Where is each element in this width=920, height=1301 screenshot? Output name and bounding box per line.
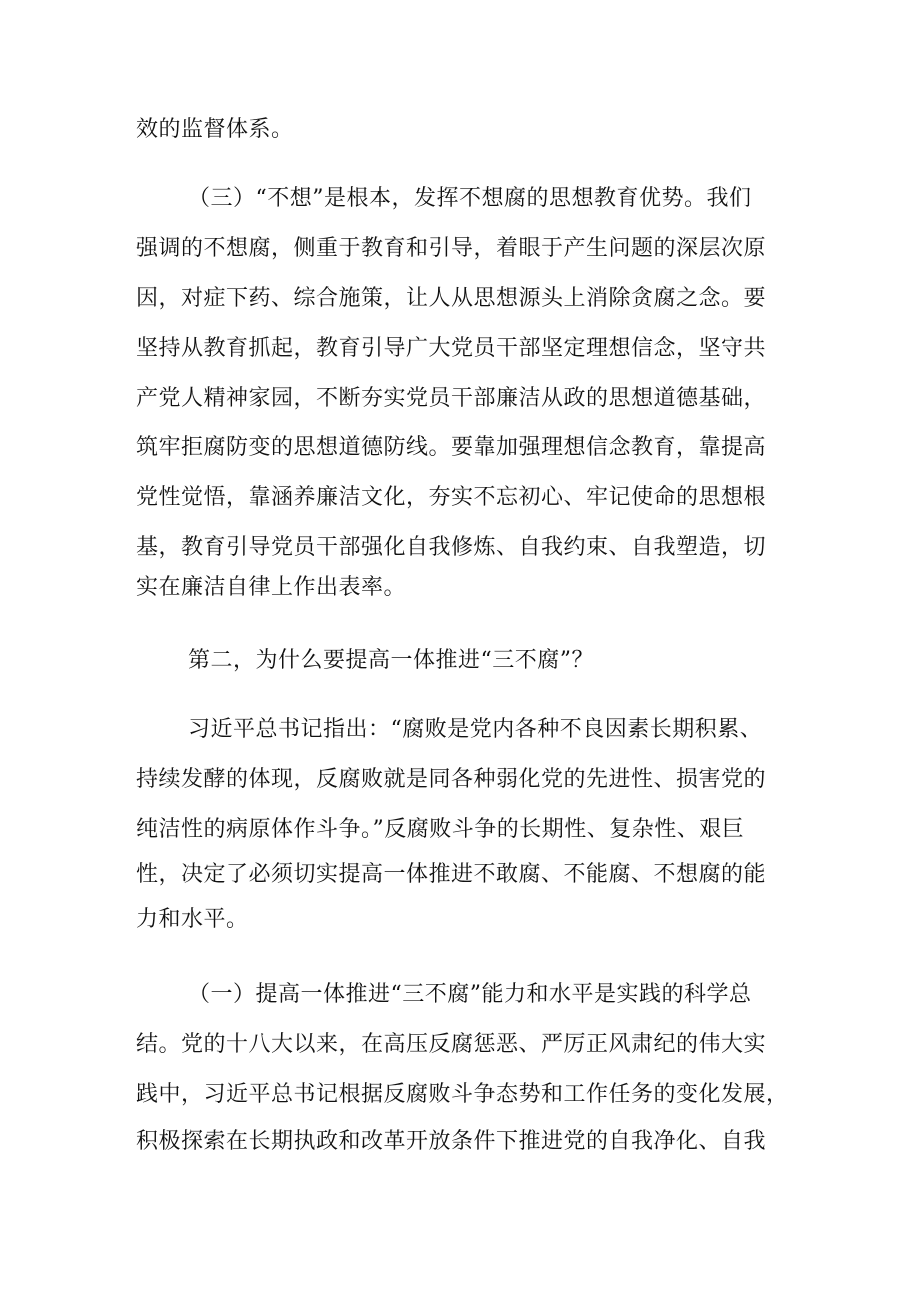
text-line-1: 效的监督体系。 [136,117,294,142]
text-line-18: 结。党的十八大以来，在高压反腐惩恶、严厉正风肃纪的伟大实 [136,1032,767,1057]
text-line-16: 力和水平。 [136,907,249,932]
text-line-10: 实在廉洁自律上作出表率。 [136,575,407,600]
text-line-3: 强调的不想腐，侧重于教育和引导，着眼于产生问题的深层次原 [136,236,767,261]
text-line-17: （一）提高一体推进“三不腐”能力和水平是实践的科学总 [188,982,752,1007]
section-heading: 第二，为什么要提高一体推进“三不腐”？ [188,648,594,673]
text-line-19: 践中，习近平总书记根据反腐败斗争态势和工作任务的变化发展， [136,1082,789,1107]
text-line-20: 积极探索在长期执政和改革开放条件下推进党的自我净化、自我 [136,1129,767,1154]
text-line-5: 坚持从教育抓起，教育引导广大党员干部坚定理想信念，坚守共 [136,336,767,361]
text-line-8: 党性觉悟，靠涵养廉洁文化，夯实不忘初心、牢记使命的思想根 [136,485,767,510]
text-line-6: 产党人精神家园，不断夯实党员干部廉洁从政的思想道德基础， [136,386,767,411]
text-line-9: 基，教育引导党员干部强化自我修炼、自我约束、自我塑造，切 [136,535,767,560]
text-line-12: 习近平总书记指出：“腐败是党内各种不良因素长期积累、 [188,717,763,742]
text-line-2: （三）“不想”是根本，发挥不想腐的思想教育优势。我们 [188,186,752,211]
text-line-13: 持续发酵的体现，反腐败就是同各种弱化党的先进性、损害党的 [136,767,767,792]
text-line-14: 纯洁性的病原体作斗争。”反腐败斗争的长期性、复杂性、艰巨 [136,817,745,842]
text-line-4: 因，对症下药、综合施策，让人从思想源头上消除贪腐之念。要 [136,286,767,311]
text-line-7: 筑牢拒腐防变的思想道德防线。要靠加强理想信念教育，靠提高 [136,435,767,460]
text-line-15: 性，决定了必须切实提高一体推进不敢腐、不能腐、不想腐的能 [136,862,767,887]
